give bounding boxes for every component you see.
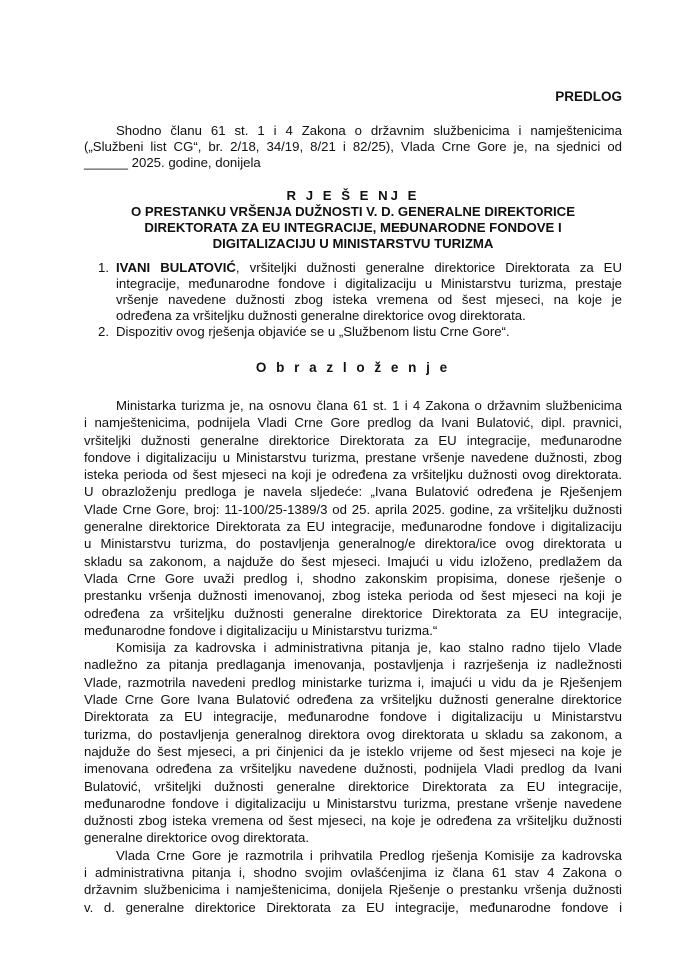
item-number: 2. [98,324,109,339]
text-line: Komisija za kadrovska i administrativna pitanja je, kao stalno radno tijelo Vlade [116,640,622,656]
text-line: („Službeni list CG“, br. 2/18, 34/19, 8/21 i 82/25), Vlada Crne Gore je, na sjednici od [84,139,622,154]
text-line: nadležno za pitanja predlaganja imenovanja, postavljenja i razrješenja iz nadležnosti [84,657,622,673]
text-line: Vlada Crne Gore uvaži predlog i, shodno zakonskim propisima, donese rješenje o [84,570,622,586]
text-line: turizma, do postavljenja generalnog direktora ovog direktorata u skladu sa zakonom, a [84,726,622,742]
text-line: i administrativna pitanja i, shodno svojim ovlašćenjima iz člana 61 stav 4 Zakona o [84,865,622,881]
text-line: Shodno članu 61 st. 1 i 4 Zakona o državnim službenicima i namještenicima [116,123,622,138]
text-line: međunarodne fondove i digitalizaciju u Ministarstvu turizma.“ [84,622,438,638]
text-line: skladu sa zakonom, a najduže do šest mjeseci. Imajući u vidu izloženo, predlažem da [84,553,622,569]
explanation-body [84,397,622,916]
text-line: generalne direktorice ovog direktorata. [84,830,310,846]
person-name: IVANI BULATOVIĆ [116,260,236,275]
text-line: v. d. generalne direktorice Direktorata za EU integracije, međunarodne fondove i [84,899,622,915]
title-line: DIREKTORATA ZA EU INTEGRACIJE, MEĐUNARODNE FONDOVE I [144,220,562,235]
text-line: državnim službenicima i namještenicima, donijela Rješenje o prestanku vršenja dužnosti [84,882,622,898]
text-line: U obrazloženju predloga je navela sljedeće: „Ivana Bulatović određena je Rješenjem [84,484,622,500]
text-line: u Ministarstvu turizma, do postavljenja generalnog/e direktora/ice ovog direktorata u [84,536,622,552]
text-fragment: , vršiteljki dužnosti generalne direktorice Direktorata za EU [235,260,622,275]
text-line: ______ 2025. godine, donijela [84,155,261,170]
text-line: fondove i digitalizaciju u Ministarstvu turizma, prestane vršenje navedene dužnosti, zbog [84,449,622,465]
text-line: imenovana određena za vršiteljku navedene dužnosti, podnijela Vladi predlog da Ivani [84,761,622,777]
intro-paragraph [84,123,622,171]
explanation-paragraph [84,397,622,639]
text-line: Vlada Crne Gore je razmotrila i prihvatila Predlog rješenja Komisije za kadrovska [116,847,622,863]
text-line: vršenje navedene dužnosti zbog isteka vremena od šest mjeseci, na koje je [116,292,622,307]
text-line: dužnosti zbog isteka vremena od šest mjeseci, na koje je određena za vršiteljku dužnosti [84,813,622,829]
document-label: PREDLOG [555,89,622,104]
text-line: vršiteljki dužnosti generalne direktorice Direktorata za EU integracije, međunarodne [84,432,622,448]
text-line: isteka perioda od šest mjeseci na koji je određena za vršiteljku dužnosti ovog direktorata. [84,467,622,483]
item-number: 1. [98,260,109,275]
text-line [116,260,622,276]
text-line: Vlade Crne Gore, broj: 11-100/25-1389/3 od 25. aprila 2025. godine, za vršiteljku dužnosti [84,501,622,517]
text-line: i namještenicima, podnijela Vladi Crne Gore predlog da Ivani Bulatović, dipl. pravnici, [84,415,622,431]
text-line: određena za vršiteljku dužnosti generalne direktorice ovog direktorata. [116,308,526,323]
text-line: najduže do šest mjeseci, a pri činjenici da je isteklo vrijeme od šest mjeseci na koje je [84,743,622,759]
explanation-paragraph [84,847,622,916]
title-heading: R J E Š E NJ E [286,188,420,203]
title-line: DIGITALIZACIJU U MINISTARSTVU TURIZMA [212,236,494,251]
text-line: Ministarka turizma je, na osnovu člana 61 st. 1 i 4 Zakona o državnim službenicima [116,398,622,413]
list-item [84,324,622,340]
section-heading: O b r a z l o ž e n j e [255,360,451,375]
text-line: generalne direktorice Direktorata za EU integracije, međunarodne fondove i digitalizaciju [84,519,622,535]
text-line: određena za vršiteljku dužnosti generalne direktorice Direktorata za EU integracije, [84,605,622,621]
text-line: Vlade Crne Gore Ivana Bulatović određena za vršiteljku dužnosti generalne direktorice [84,692,622,708]
decision-items [84,260,622,340]
text-line: Vlade, razmotrila navedeni predlog ministarke turizma i, imajući u vidu da je Rješenjem [84,674,622,690]
explanation-paragraph [84,639,622,847]
text-line: Dispozitiv ovog rješenja objaviće se u „Službenom listu Crne Gore“. [116,324,510,339]
list-item [84,260,622,324]
text-line: integracije, međunarodne fondove i digitalizaciju u Ministarstvu turizma, prestaje [116,276,622,291]
decision-title [84,188,622,252]
text-line: Bulatović, vršiteljki dužnosti generalne direktorice Direktorata za EU integracije, [84,778,622,794]
text-line: prestanku vršenja dužnosti imenovanoj, zbog isteka perioda od šest mjeseci na koji je [84,588,622,604]
title-line: O PRESTANKU VRŠENJA DUŽNOSTI V. D. GENERALNE DIREKTORICE [130,204,576,219]
text-line: Direktorata za EU integracije, međunarodne fondove i digitalizaciju u Ministarstvu [84,709,622,725]
text-line: međunarodne fondove i digitalizaciju u Ministarstvu turizma, prestane vršenje navedene [84,795,622,811]
